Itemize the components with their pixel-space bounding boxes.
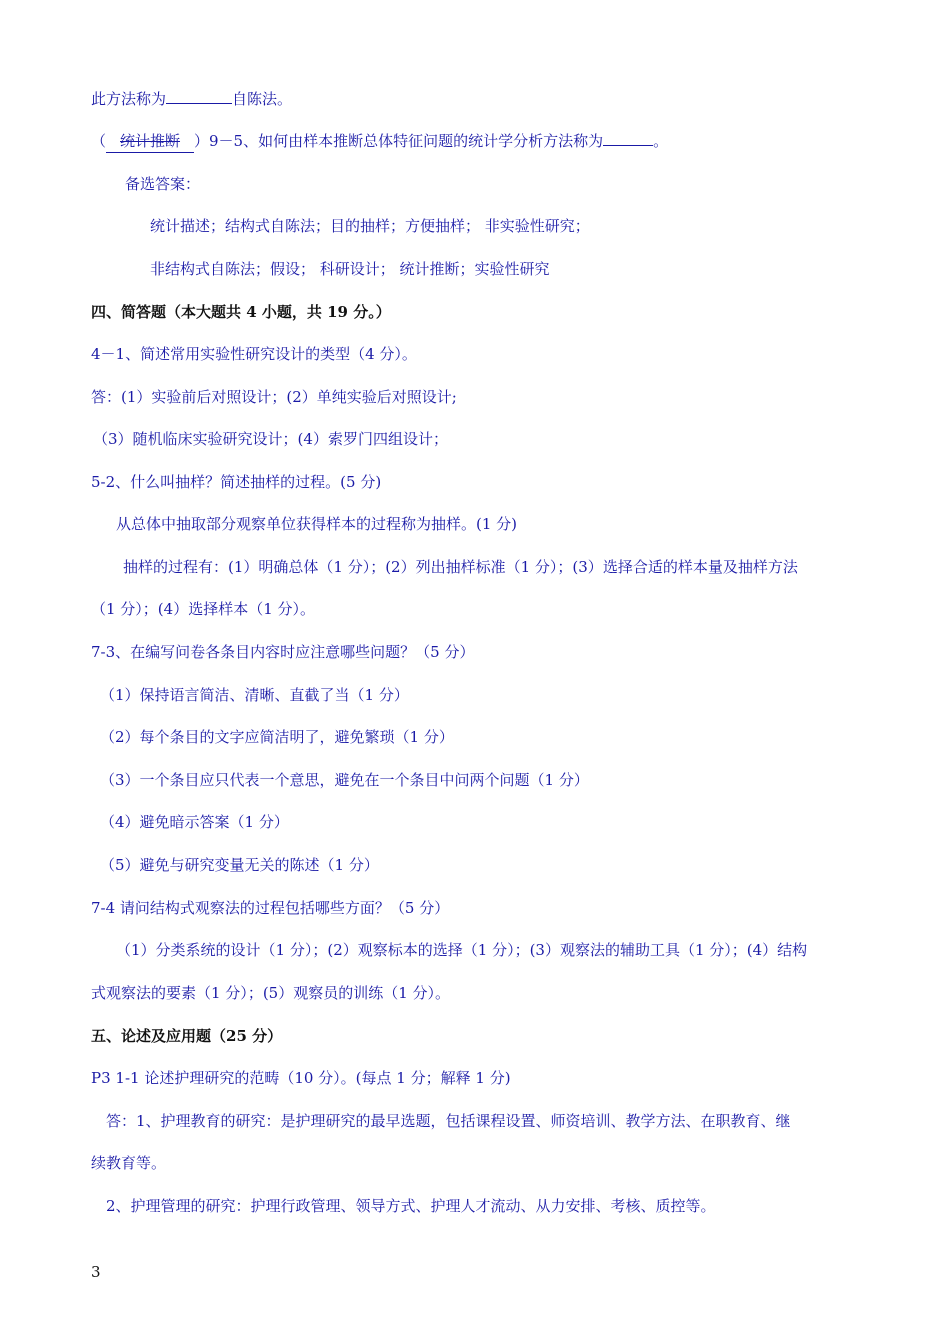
line-question-9-5 (91, 130, 668, 153)
text: 此方法称为 (91, 90, 167, 108)
answer-4-1-b: （3）随机临床实验研究设计；(4）索罗门四组设计； (93, 430, 448, 448)
answer-7-3-3: （3）一个条目应只代表一个意思，避免在一个条目中问两个问题（1 分） (100, 771, 589, 789)
text: 自陈法。 (232, 90, 293, 108)
answer-5-2-a: 从总体中抽取部分观察单位获得样本的过程称为抽样。(1 分) (116, 515, 518, 533)
answer-7-3-4: （4）避免暗示答案（1 分） (100, 813, 289, 831)
question-7-3: 7-3、在编写问卷各条目内容时应注意哪些问题？（5 分） (91, 643, 475, 661)
answer-4-1-a: 答：(1）实验前后对照设计；(2）单纯实验后对照设计; (91, 388, 457, 406)
page-number: 3 (91, 1263, 101, 1281)
answer-p3-1-b: 续教育等。 (91, 1154, 167, 1172)
section-heading-4: 四、简答题（本大题共 4 小题，共 19 分。） (91, 303, 391, 321)
answer-7-4-a: （1）分类系统的设计（1 分）；(2）观察标本的选择（1 分）；(3）观察法的辅助工具（1 分）；(4）结构 (116, 941, 808, 959)
options-heading: 备选答案： (125, 175, 201, 193)
filled-answer: 统计推断 (106, 130, 194, 153)
question-4-1: 4－1、简述常用实验性研究设计的类型（4 分）。 (91, 345, 417, 363)
answer-blank[interactable] (603, 131, 653, 146)
section-heading-5: 五、论述及应用题（25 分） (91, 1027, 283, 1045)
question-5-2: 5-2、什么叫抽样？简述抽样的过程。(5 分) (91, 473, 382, 491)
answer-p3-2: 2、护理管理的研究：护理行政管理、领导方式、护理人才流动、从力安排、考核、质控等。 (106, 1197, 716, 1215)
question-7-4: 7-4 请问结构式观察法的过程包括哪些方面？（5 分） (91, 899, 450, 917)
options-row-1: 统计描述；结构式自陈法；目的抽样；方便抽样； 非实验性研究； (150, 217, 590, 235)
answer-5-2-b: 抽样的过程有：(1）明确总体（1 分）；(2）列出抽样标准（1 分）；(3）选择合适的样本量及抽样方法 (123, 558, 798, 576)
text: ）9－5、如何由样本推断总体特征问题的统计学分析方法称为 (194, 132, 604, 150)
question-p3-1-1: P3 1-1 论述护理研究的范畴（10 分）。(每点 1 分；解释 1 分) (91, 1069, 511, 1087)
answer-p3-1-a: 答：1、护理教育的研究：是护理研究的最早选题，包括课程设置、师资培训、教学方法、在职教育、继 (106, 1112, 791, 1130)
line-method-name (91, 88, 292, 110)
answer-7-3-5: （5）避免与研究变量无关的陈述（1 分） (100, 856, 379, 874)
answer-7-3-1: （1）保持语言简洁、清晰、直截了当（1 分） (100, 686, 409, 704)
answer-7-3-2: （2）每个条目的文字应简洁明了，避免繁琐（1 分） (100, 728, 454, 746)
answer-blank[interactable] (166, 89, 232, 104)
answer-5-2-c: （1 分）；(4）选择样本（1 分）。 (91, 600, 316, 618)
options-row-2: 非结构式自陈法；假设； 科研设计； 统计推断；实验性研究 (150, 260, 550, 278)
text: 。 (653, 132, 669, 150)
answer-7-4-b: 式观察法的要素（1 分）；(5）观察员的训练（1 分）。 (91, 984, 451, 1002)
text: （ (91, 132, 107, 150)
